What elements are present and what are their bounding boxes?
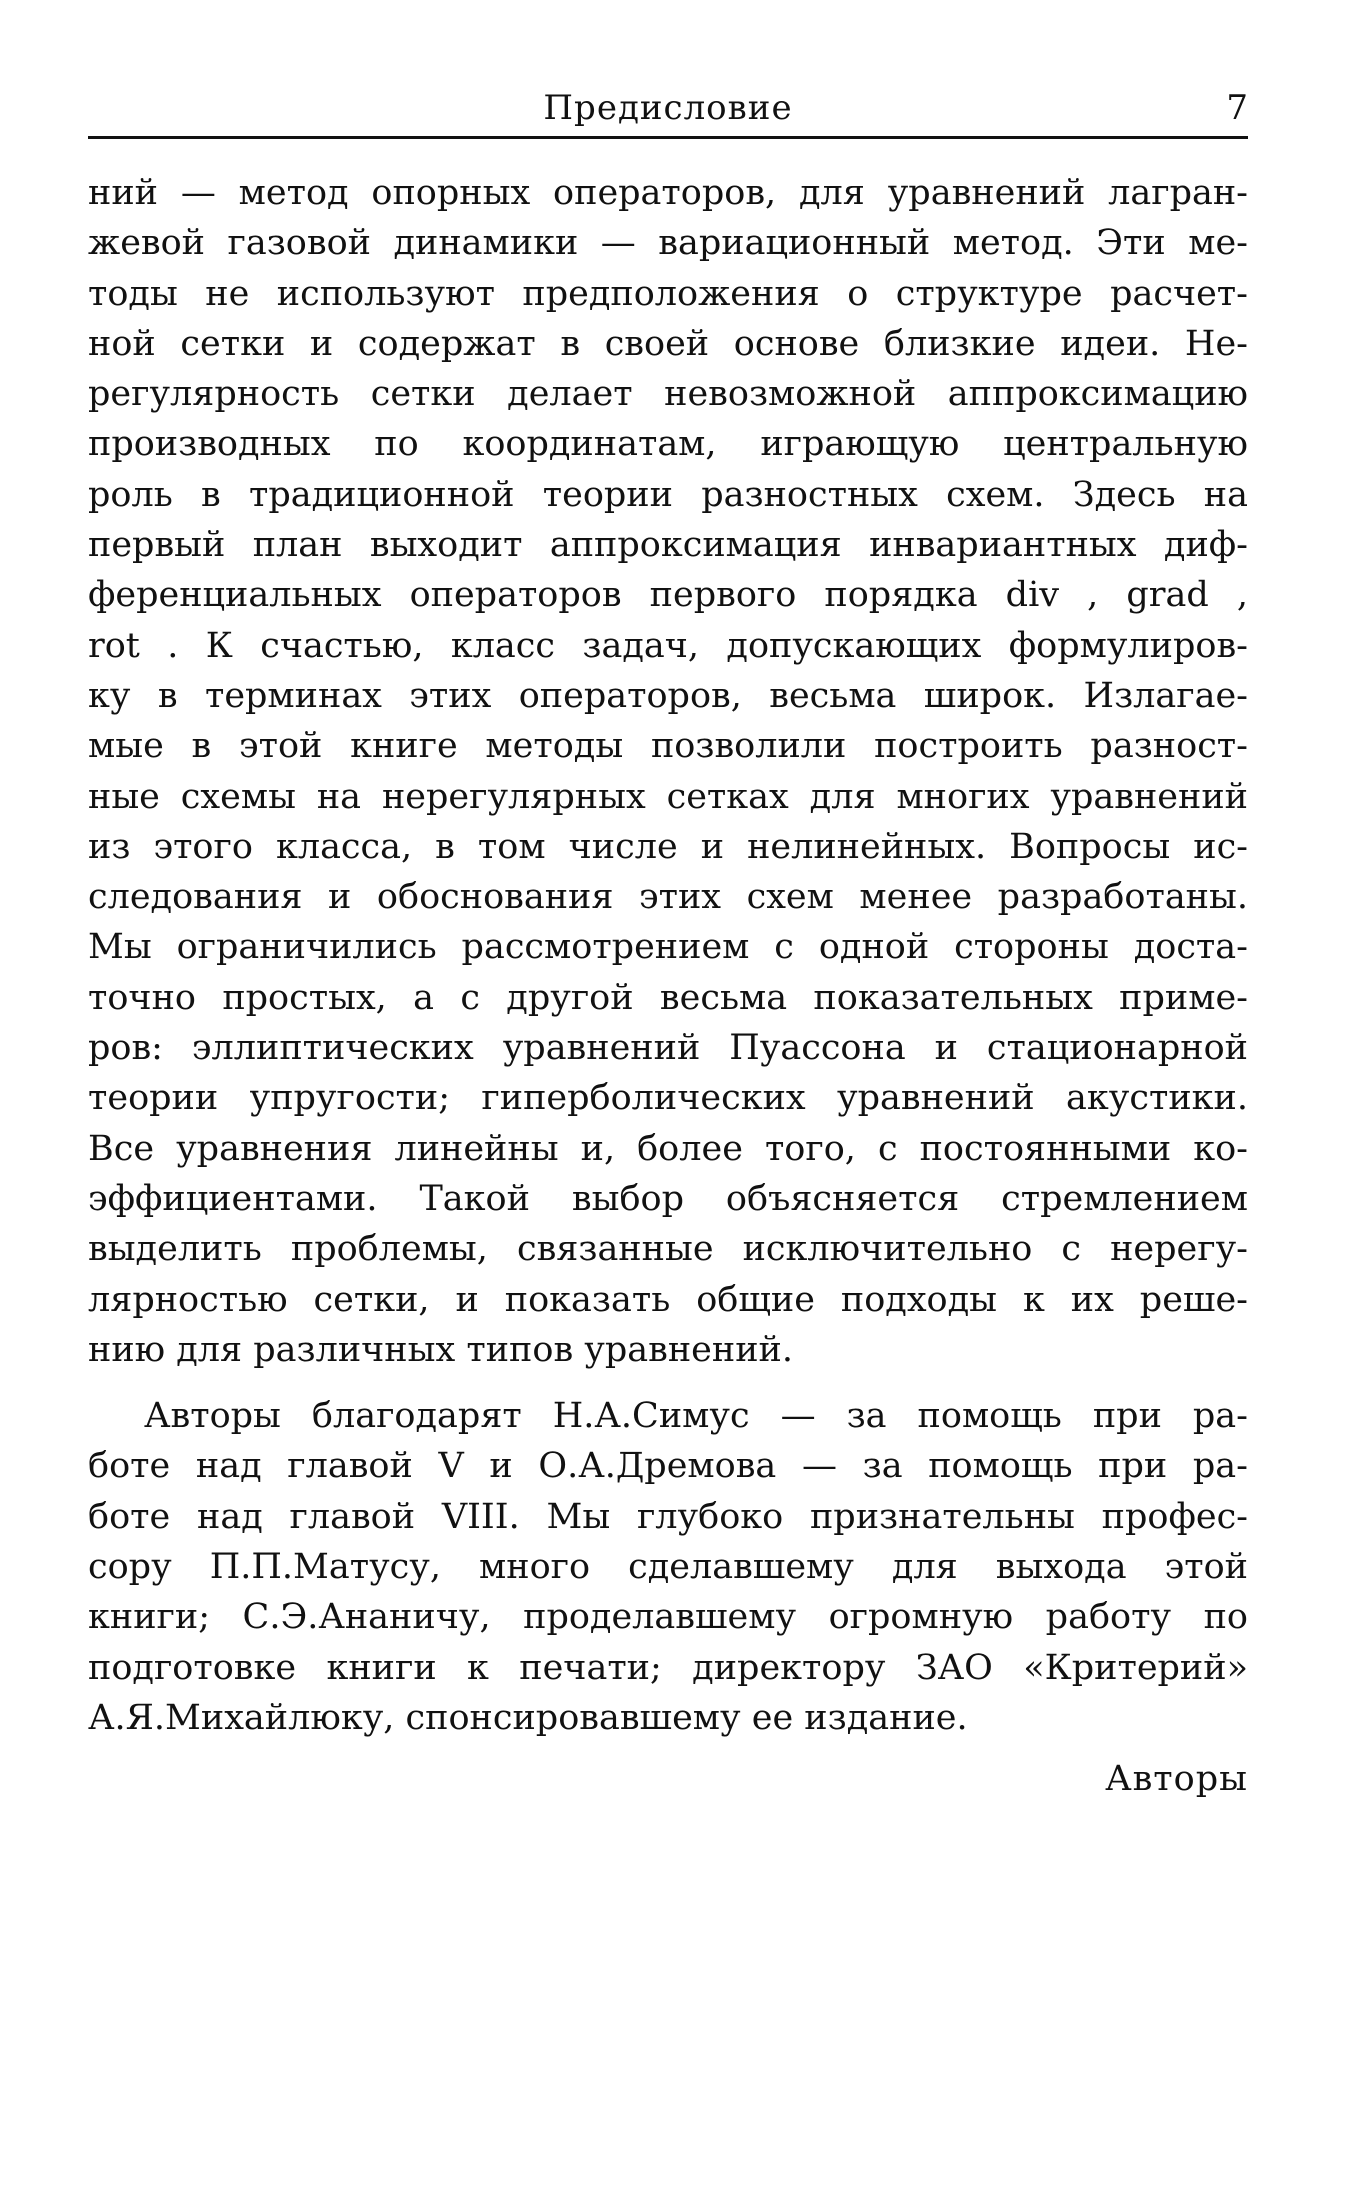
text-line: Мы ограничились рассмотрением с одной стороны доста- — [88, 927, 1248, 968]
text-line: боте над главой V и О.А.Дремова — за помощь при ра- — [88, 1446, 1248, 1487]
running-title: Предисловие — [543, 88, 793, 128]
signature: Авторы — [1105, 1759, 1248, 1799]
text-line: А.Я.Михайлюку, спонсировавшему ее издание. — [88, 1697, 968, 1738]
text-line: роль в традиционной теории разностных схем. Здесь на — [88, 474, 1248, 515]
text-line: выделить проблемы, связанные исключительно с нерегу- — [88, 1229, 1248, 1270]
text-line: ний — метод опорных операторов, для уравнений лагран- — [88, 173, 1248, 213]
book-page — [88, 0, 1248, 2203]
text-line: ров: эллиптических уравнений Пуассона и стационарной — [88, 1028, 1248, 1069]
text-line: подготовке книги к печати; директору ЗАО «Критерий» — [88, 1647, 1248, 1688]
text-line: из этого класса, в том числе и нелинейных. Вопросы ис- — [88, 826, 1248, 867]
body-text — [88, 168, 1248, 1743]
text-line: производных по координатам, играющую центральную — [88, 424, 1248, 465]
text-line: жевой газовой динамики — вариационный метод. Эти ме- — [88, 223, 1248, 264]
text-line: ку в терминах этих операторов, весьма широк. Излагае- — [88, 675, 1248, 716]
text-line: боте над главой VIII. Мы глубоко признательны профес- — [88, 1496, 1248, 1537]
paragraph-1 — [88, 168, 1248, 1375]
text-line: регулярность сетки делает невозможной аппроксимацию — [88, 374, 1248, 415]
text-line: эффициентами. Такой выбор объясняется стремлением — [88, 1178, 1248, 1219]
text-line: лярностью сетки, и показать общие подходы к их реше- — [88, 1279, 1248, 1320]
running-header — [88, 86, 1248, 139]
text-line: ной сетки и содержат в своей основе близкие идеи. Не- — [88, 323, 1248, 364]
text-line: rot . К счастью, класс задач, допускающих формулиров- — [88, 625, 1248, 666]
text-line: Авторы благодарят Н.А.Симус — за помощь при ра- — [144, 1396, 1248, 1437]
text-line: первый план выходит аппроксимация инвариантных диф- — [88, 525, 1248, 566]
text-line: ференциальных операторов первого порядка div , grad , — [88, 575, 1248, 616]
text-line: следования и обоснования этих схем менее разработаны. — [88, 877, 1248, 918]
text-line: Все уравнения линейны и, более того, с постоянными ко- — [88, 1128, 1248, 1169]
text-line: теории упругости; гиперболических уравнений акустики. — [88, 1078, 1248, 1119]
text-line: ные схемы на нерегулярных сетках для многих уравнений — [88, 776, 1248, 817]
text-line: нию для различных типов уравнений. — [88, 1329, 793, 1370]
paragraph-2 — [88, 1391, 1248, 1743]
text-line: сору П.П.Матусу, много сделавшему для выхода этой — [88, 1547, 1248, 1588]
text-line: мые в этой книге методы позволили построить разност- — [88, 726, 1248, 767]
text-line: точно простых, а с другой весьма показательных приме- — [88, 977, 1248, 1018]
text-line: книги; С.Э.Ананичу, проделавшему огромную работу по — [88, 1597, 1248, 1638]
text-line: тоды не используют предположения о структуре расчет- — [88, 273, 1248, 314]
page-number: 7 — [1226, 88, 1248, 128]
